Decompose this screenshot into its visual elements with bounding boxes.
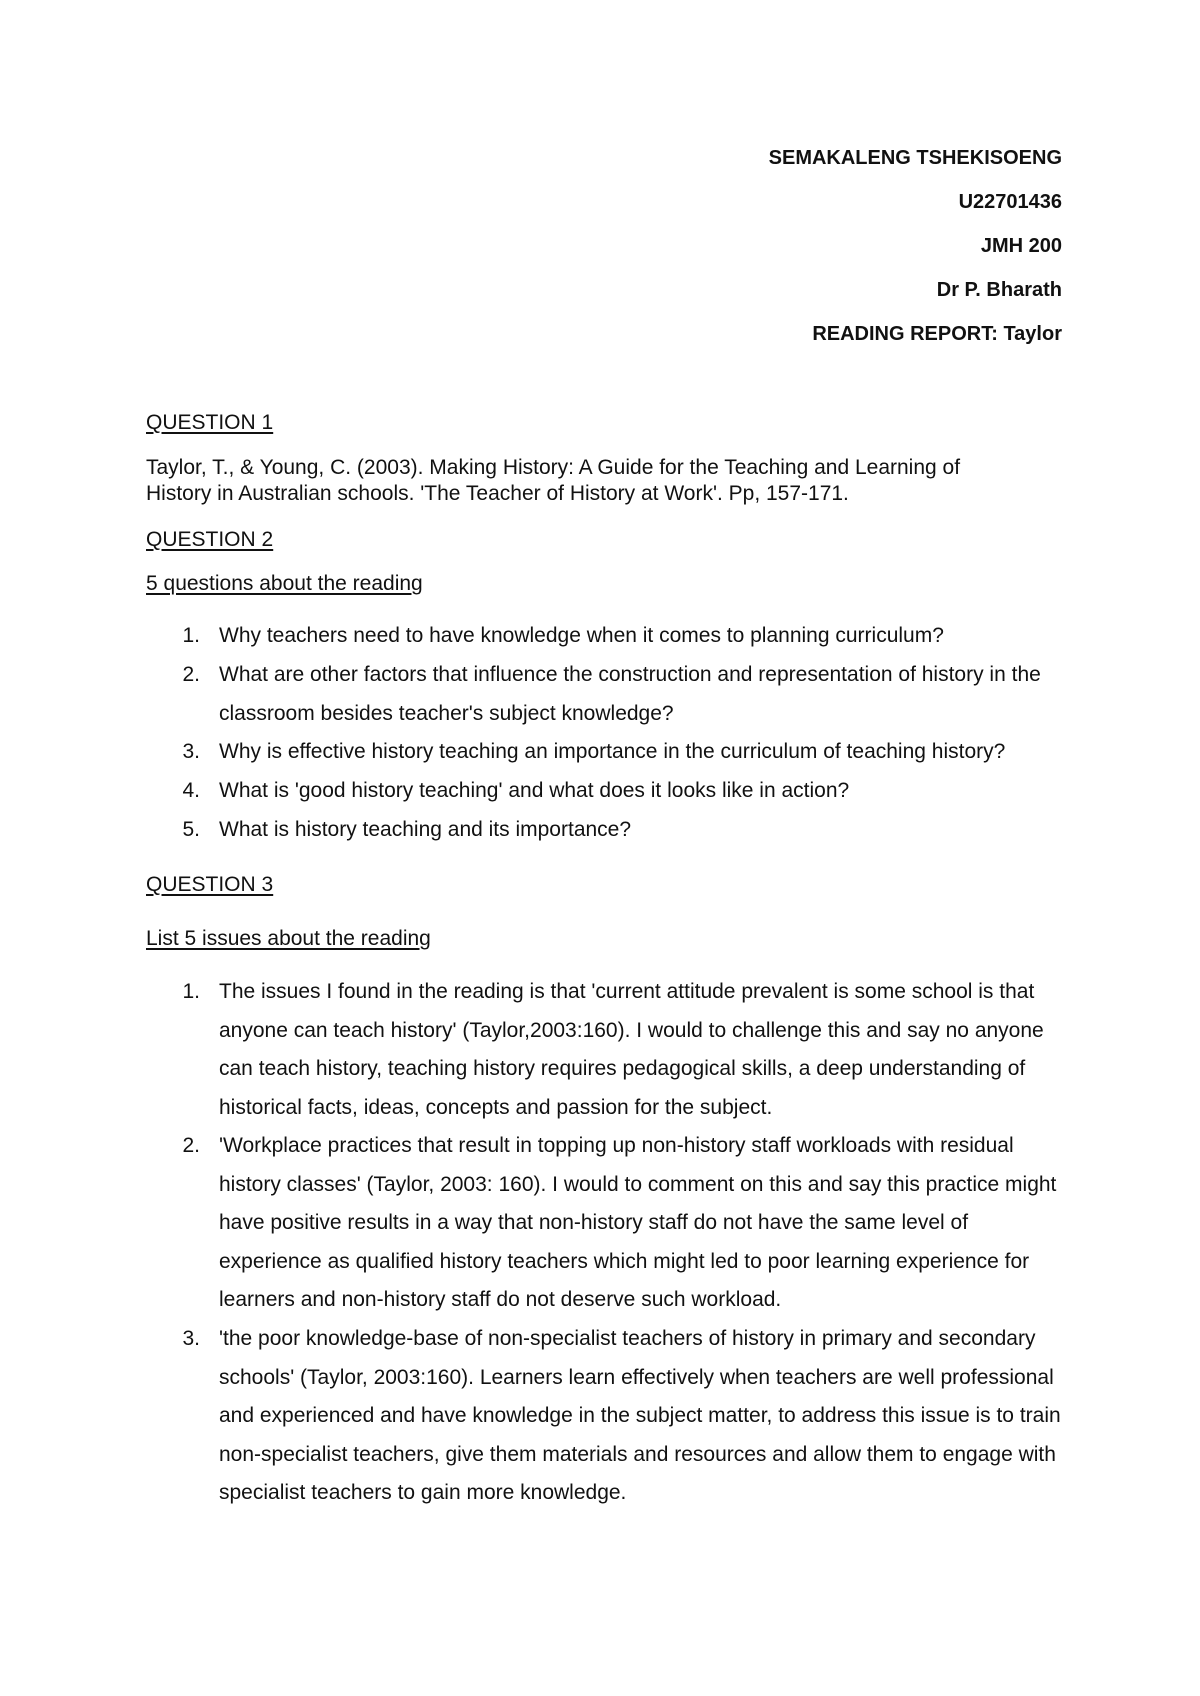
question3-subheading: List 5 issues about the reading xyxy=(146,927,431,950)
question1-heading: QUESTION 1 xyxy=(146,411,274,434)
question2-subheading: 5 questions about the reading xyxy=(146,572,423,595)
student-number: U22701436 xyxy=(958,191,1062,213)
list-number: 2. xyxy=(182,663,200,686)
list-item: What are other factors that influence the construction and representation of history in the classroom besides teacher's subject knowledge? xyxy=(219,663,1041,725)
list-item: Why teachers need to have knowledge when it comes to planning curriculum? xyxy=(219,624,944,647)
citation-line-2: History in Australian schools. 'The Teacher of History at Work'. Pp, 157-171. xyxy=(146,482,849,505)
list-number: 2. xyxy=(182,1134,200,1157)
list-number: 3. xyxy=(182,1327,200,1350)
list-number: 3. xyxy=(182,740,200,763)
list-item: 'Workplace practices that result in topping up non-history staff workloads with residual history classes' (Taylor, 2003: 160). I would to comment on this and say this practice might have positive results in a way that non-history staff do not have the same level of experience as qualified history teachers which might led to poor learning experience for learners and non-history staff do not deserve such workload. xyxy=(219,1134,1057,1311)
list-item: Why is effective history teaching an importance in the curriculum of teaching history? xyxy=(219,740,1006,763)
list-number: 4. xyxy=(182,779,200,802)
list-item: What is history teaching and its importance? xyxy=(219,818,632,841)
list-number: 5. xyxy=(182,818,200,841)
citation-line-1: Taylor, T., & Young, C. (2003). Making History: A Guide for the Teaching and Learning of xyxy=(146,456,961,479)
list-item: The issues I found in the reading is that 'current attitude prevalent is some school is that anyone can teach history' (Taylor,2003:160). I would to challenge this and say no anyone can teach history, teaching history requires pedagogical skills, a deep understanding of historical facts, ideas, concepts and passion for the subject. xyxy=(219,980,1044,1119)
list-item: What is 'good history teaching' and what does it looks like in action? xyxy=(219,779,850,802)
question2-heading: QUESTION 2 xyxy=(146,528,274,551)
student-name: SEMAKALENG TSHEKISOENG xyxy=(768,147,1062,169)
list-number: 1. xyxy=(182,624,200,647)
question3-heading: QUESTION 3 xyxy=(146,873,274,896)
list-item: 'the poor knowledge-base of non-specialist teachers of history in primary and secondary schools' (Taylor, 2003:160). Learners learn effectively when teachers are well professional and experienced and have knowledge in the subject matter, to address this issue is to train non-specialist teachers, give them materials and resources and allow them to engage with specialist teachers to gain more knowledge. xyxy=(219,1327,1061,1504)
report-title: READING REPORT: Taylor xyxy=(812,323,1062,345)
list-number: 1. xyxy=(182,980,200,1003)
module-code: JMH 200 xyxy=(980,235,1062,257)
lecturer-name: Dr P. Bharath xyxy=(936,279,1062,301)
